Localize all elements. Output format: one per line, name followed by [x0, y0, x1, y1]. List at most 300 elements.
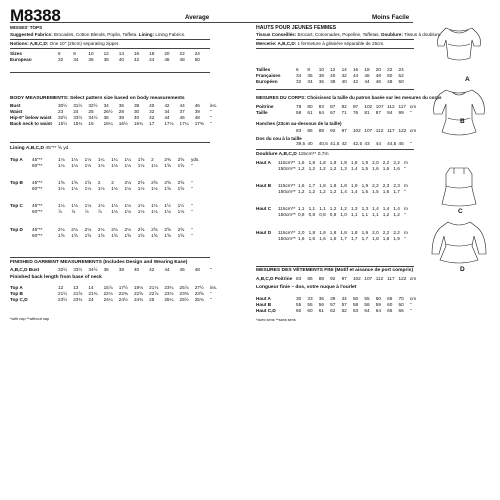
cell-value: 1,0	[340, 212, 347, 218]
cell-value: 62	[341, 308, 347, 314]
cell-value: "	[209, 297, 212, 303]
cell-value: 34	[296, 73, 302, 79]
pattern-number: M8388	[10, 6, 61, 25]
cell-value: 1⅛	[58, 157, 65, 162]
cell-value: 2,2	[393, 160, 400, 165]
cell-value: 122	[398, 276, 407, 281]
cell-value: 2	[111, 180, 114, 186]
table-row	[256, 128, 420, 134]
cell-value: 56	[318, 302, 324, 308]
row-label: Haut B	[256, 183, 272, 189]
fabrics-label: Suggested Fabrics:	[10, 32, 53, 37]
cell-value: 102	[352, 276, 361, 281]
cell-value: 41,5	[330, 141, 340, 146]
cell-value: 67	[330, 110, 336, 116]
cell-value: 2⅛	[97, 226, 105, 232]
cell-value: 76	[352, 110, 359, 116]
cell-value: 40	[307, 141, 313, 146]
cell-value: 150cm**	[278, 166, 296, 172]
table-row	[256, 308, 420, 314]
cell-value: 112	[375, 276, 384, 281]
fabrics-text-fr: Brocart, Cotonnades, Popeline, Taffetas.	[297, 32, 380, 37]
cell-value: 39,5	[296, 141, 306, 146]
cell-value: "	[409, 308, 412, 314]
cell-value: 1⅛	[137, 209, 145, 215]
table-row	[10, 267, 220, 273]
fabrics-en	[10, 32, 185, 37]
cell-value: 107	[375, 104, 384, 109]
cell-value: 97	[341, 276, 347, 281]
cell-value: 1,8	[329, 160, 337, 165]
cell-value: 24	[398, 67, 404, 72]
cell-value: "	[209, 115, 212, 121]
cell-value: 1⅛	[124, 203, 132, 209]
cell-value: 1,6	[319, 235, 326, 241]
view-sketches	[424, 22, 494, 282]
cell-value: 44	[149, 57, 155, 63]
cell-value: 8	[307, 67, 310, 72]
cell-value: 2,3	[393, 183, 400, 189]
cell-value: 122	[398, 128, 407, 133]
cell-value: "	[409, 302, 412, 308]
notions-fr	[256, 41, 385, 46]
cell-value: 81	[364, 110, 370, 116]
row-label: Haut D	[256, 229, 272, 235]
cell-value: 1⅛	[71, 186, 78, 192]
cell-value: 46	[179, 267, 185, 272]
cell-value: 22⅜	[118, 291, 128, 297]
cell-value: 23⅛	[164, 291, 174, 297]
cell-value: 48	[387, 79, 393, 85]
fabrics-label-fr: Tissus Conseillés:	[256, 32, 297, 37]
cell-value: 0,8	[319, 212, 326, 218]
body-table-fr	[256, 104, 420, 116]
cell-value: 115cm**	[278, 229, 296, 235]
cell-value: 1,2	[319, 189, 326, 195]
view-label-d: D	[460, 266, 465, 273]
cell-value: 32	[58, 57, 64, 63]
table-row	[256, 110, 420, 116]
view-b-sketch	[434, 90, 485, 135]
cell-value: 1,5	[361, 189, 369, 195]
cell-value: 115cm**	[278, 206, 296, 212]
cell-value: 60	[387, 302, 393, 308]
cell-value: 1⅛	[97, 186, 105, 192]
cell-value: 1,3	[340, 166, 347, 172]
cell-value: 36	[103, 267, 109, 272]
cell-value: 1⅛	[111, 203, 118, 209]
cell-value: 50	[352, 296, 359, 301]
cell-value: 36	[307, 73, 313, 79]
cell-value: 42	[133, 57, 140, 63]
cell-value: 1,4	[393, 206, 400, 212]
cell-value: "	[403, 189, 406, 195]
dos-table	[256, 141, 420, 147]
cell-value: 40	[118, 57, 124, 63]
cell-value: "	[403, 166, 406, 172]
cell-value: 50	[194, 57, 200, 63]
cell-value: cm	[409, 128, 417, 133]
cell-value: 2⅝	[151, 180, 158, 186]
row-label: Haut C,D	[256, 308, 276, 314]
cell-value: 55	[307, 302, 313, 308]
row-label: Européen	[256, 79, 278, 85]
cell-value: 2⅛	[111, 226, 118, 232]
cell-value: 1⅛	[71, 163, 78, 169]
cell-value: 14	[118, 51, 124, 56]
cell-value: 25¼	[164, 297, 174, 303]
row-label	[10, 233, 32, 239]
cell-value: 1,1	[350, 212, 358, 218]
cell-value: 23⅝	[194, 291, 204, 297]
cell-value: 36	[318, 296, 324, 301]
cell-value: 60	[375, 296, 381, 301]
cell-value: 44	[352, 73, 359, 79]
cell-value: 55	[364, 296, 370, 301]
cell-value: 1⅝	[97, 232, 105, 238]
cell-value: "	[190, 186, 193, 192]
row-label: Sizes	[10, 51, 22, 56]
cell-value: 22⅝	[133, 291, 144, 297]
cell-value: 1,6	[393, 166, 400, 172]
cell-value: 2⅝	[177, 180, 185, 186]
cell-value: 32½	[58, 115, 68, 121]
table-row	[10, 121, 220, 127]
cell-value: 1,6	[298, 160, 305, 165]
cell-value: cm	[409, 104, 417, 109]
cell-value: 34½	[88, 115, 98, 121]
cell-value: 0,8	[329, 212, 337, 218]
cell-value: 1⅛	[124, 186, 132, 192]
cell-value: 1⅝	[71, 180, 78, 186]
cell-value: 117	[398, 104, 406, 109]
cell-value: 1,3	[350, 206, 358, 212]
cell-value: 1⅝	[84, 232, 92, 238]
row-label: Haut A	[256, 296, 271, 301]
footnote-fr: *avec sens **sans sens	[256, 318, 296, 322]
cell-value: 25½	[179, 297, 189, 303]
cell-value: 1⅛	[151, 209, 158, 215]
cell-value: 2⅛	[71, 226, 78, 232]
cell-value: 24¾	[133, 297, 144, 303]
cell-value: "	[190, 232, 193, 238]
cell-value: 1½	[177, 203, 185, 209]
cell-value: ⅞	[71, 209, 76, 215]
cell-value: 24	[73, 109, 79, 115]
cell-value: "	[190, 226, 193, 232]
cell-value: "	[409, 141, 412, 146]
cell-value: 0,8	[308, 212, 316, 218]
row-label: Haut C	[256, 206, 272, 212]
cell-value: 2⅛	[124, 180, 132, 186]
cell-value: 1⅝	[151, 232, 158, 238]
cell-value: 1,2	[382, 212, 390, 218]
cell-value: 80	[307, 104, 313, 109]
cell-value: "	[209, 267, 212, 272]
cell-value: 20	[375, 67, 381, 72]
cell-value: 92	[330, 128, 336, 133]
cell-value: 115cm**	[278, 183, 296, 189]
cell-value: 44	[164, 115, 170, 121]
cell-value: 2,2	[372, 183, 379, 189]
cell-value: 42	[164, 103, 170, 108]
fabrics-text: Brocades, Cotton Blends, Poplin, Taffeta.	[53, 32, 138, 37]
cell-value: 2⅝	[151, 226, 158, 232]
cell-value: 16	[352, 67, 359, 72]
cell-value: 24	[88, 297, 94, 303]
cell-value: 1,6	[298, 183, 305, 189]
table-row	[256, 141, 420, 147]
cell-value: 1⅛	[58, 163, 65, 169]
cell-value: 1⅝	[58, 232, 65, 238]
cell-value: 1,4	[382, 206, 390, 212]
cell-value: 16	[88, 121, 94, 127]
cell-value: 50	[387, 73, 393, 79]
view-label-b: B	[460, 118, 465, 125]
cell-value: 150cm**	[278, 189, 296, 195]
doublure-note: 115cm** 0,7m	[298, 152, 329, 157]
cell-value: 23	[58, 109, 64, 115]
cell-value: 1,6	[329, 235, 337, 241]
cell-value: 50	[398, 79, 404, 85]
cell-value: 14	[341, 67, 347, 72]
cell-value: 10	[88, 51, 94, 56]
cell-value: 17¼	[179, 121, 189, 127]
row-label	[256, 128, 296, 134]
cell-value: m	[403, 206, 408, 212]
cell-value: 1,7	[340, 235, 347, 241]
cell-value: 23¾	[73, 297, 83, 303]
cell-value: 1⅛	[151, 163, 158, 169]
cell-value: 55	[296, 302, 302, 308]
cell-value: 6	[58, 51, 61, 56]
cell-value: 87	[330, 104, 336, 109]
cell-value: 22	[387, 67, 393, 72]
cell-value: 65	[387, 308, 393, 314]
cell-value: 1⅛	[124, 209, 132, 215]
cell-value: 40	[341, 79, 347, 85]
cell-value: 1,2	[340, 206, 347, 212]
cell-value: 60"**	[32, 186, 43, 192]
cell-value: 1,8	[319, 183, 326, 189]
cell-value: 38	[133, 103, 140, 108]
row-label: Waist	[10, 109, 23, 115]
cell-value: 2⅛	[58, 226, 65, 232]
cell-value: 2,2	[382, 160, 390, 165]
cell-value: 23¼	[164, 285, 174, 290]
cell-value: 23½	[58, 297, 68, 303]
cell-value: 1,7	[308, 183, 316, 189]
cell-value: 1⅝	[71, 232, 78, 238]
cell-value: 1⅛	[58, 203, 65, 209]
cell-value: 1,8	[308, 160, 316, 165]
cell-value: 2	[151, 157, 154, 162]
cell-value: 1,8	[350, 160, 358, 165]
cell-value: 85	[307, 276, 313, 281]
cell-value: ⅞	[58, 209, 62, 215]
cell-value: 1,8	[319, 229, 326, 235]
table-row	[256, 189, 412, 195]
yardage-table-en	[10, 157, 201, 239]
cell-value: 1,2	[329, 189, 337, 195]
cell-value: 21⅝	[73, 291, 83, 297]
cell-value: 1⅝	[177, 163, 185, 169]
cell-value: 39	[194, 109, 200, 115]
cell-value: 48	[194, 267, 200, 272]
cell-value: 1,4	[340, 189, 347, 195]
cell-value: 32½	[88, 103, 98, 108]
cell-value: 38	[118, 115, 124, 121]
cell-value: 1⅝	[58, 180, 65, 186]
cell-value: 15½	[58, 121, 68, 127]
section-heading-en: MISSES' TOPS	[10, 25, 43, 30]
cell-value: 21¾	[88, 291, 98, 297]
cell-value: "	[190, 209, 193, 215]
cell-value: 1⅝	[111, 232, 118, 238]
table-row	[256, 230, 412, 236]
row-label: Top A	[10, 285, 23, 290]
cell-value: 1,8	[340, 183, 347, 189]
cell-value: cm	[409, 296, 417, 301]
finished-heading-fr: MESURES DES VÊTEMENTS FINI (Motif et aisance de port compris)	[256, 268, 414, 273]
cell-value: 1,8	[308, 229, 316, 235]
cell-value: 44	[341, 296, 347, 301]
cell-value: 48	[194, 115, 200, 121]
cell-value: 15⅞	[103, 285, 113, 290]
cell-value: ⅞	[84, 209, 89, 215]
notions-text-fr: 1 fermeture à glissière séparable de 25cm.	[297, 41, 385, 46]
cell-value: 1⅝	[164, 232, 171, 238]
cell-value: 20	[164, 51, 170, 56]
row-label	[256, 141, 296, 147]
cell-value: 1,1	[308, 206, 316, 212]
cell-value: 65	[387, 296, 393, 301]
cell-value: 1⅛	[111, 186, 118, 192]
cell-value: 61	[307, 110, 313, 116]
cell-value: 1,9	[361, 183, 369, 189]
cell-value: 46	[194, 103, 200, 108]
cell-value: 42	[149, 115, 155, 121]
cell-value: 1,2	[308, 189, 316, 195]
row-label: Top B	[10, 291, 23, 297]
lining-text: Lining Fabrics.	[155, 32, 186, 37]
cell-value: 1⅛	[97, 203, 105, 209]
cell-value: 36	[103, 115, 109, 121]
table-row	[10, 297, 220, 303]
cell-value: 2	[97, 180, 101, 186]
table-row	[10, 163, 201, 169]
cell-value: 33½	[73, 115, 83, 121]
row-label: Back neck to waist	[10, 121, 52, 127]
cell-value: "	[403, 212, 406, 218]
cell-value: 1,1	[372, 212, 379, 218]
cell-value: 42,5	[352, 141, 363, 146]
cell-value: 33	[307, 296, 313, 301]
cell-value: 63	[352, 308, 359, 314]
row-label	[256, 236, 278, 242]
cell-value: "	[190, 203, 193, 209]
cell-value: 64	[375, 308, 381, 314]
cell-value: "	[409, 110, 412, 116]
row-label: Tailles	[256, 67, 271, 72]
cell-value: 36	[318, 79, 324, 85]
cell-value: 107	[364, 128, 373, 133]
cell-value: 1⅛	[137, 186, 145, 192]
cell-value: ins.	[209, 103, 218, 108]
cell-value: 1,2	[329, 166, 337, 172]
cell-value: 94	[387, 110, 393, 116]
cell-value: 61	[318, 308, 324, 314]
cell-value: 83	[296, 276, 302, 281]
cell-value: 12	[103, 51, 109, 56]
body-heading-en: BODY MEASUREMENTS: Select pattern size based on body measurements	[10, 96, 185, 101]
cell-value: 30½	[58, 103, 68, 108]
cell-value: 2⅝	[164, 226, 171, 232]
lining-label: Lining:	[138, 32, 155, 37]
cell-value: 33½	[73, 267, 83, 272]
cell-value: 97	[341, 128, 347, 133]
hanches-label: Hanches (23cm au-dessous de la taille)	[256, 121, 342, 126]
cell-value: 85	[307, 128, 313, 133]
cell-value: 150cm**	[278, 212, 296, 218]
cell-value: 25⅞	[179, 285, 189, 290]
cell-value: 1,7	[393, 189, 400, 195]
cell-value: 21⅛	[149, 285, 159, 290]
cell-value: 1,6	[372, 166, 379, 172]
cell-value: 40	[133, 267, 140, 272]
cell-value: 57	[330, 302, 336, 308]
cell-value: 2⅝	[164, 180, 171, 186]
cell-value: 117	[387, 128, 395, 133]
row-label: European	[10, 57, 32, 63]
cell-value: 1¼	[124, 157, 132, 162]
row-label: A,B,C,D Poitrine	[256, 276, 293, 281]
cell-value: 16½	[118, 121, 128, 127]
cell-value: 1,2	[393, 212, 400, 218]
row-label: Hip-9" below waist	[10, 115, 52, 121]
cell-value: 44	[375, 141, 381, 146]
cell-value: 40,5	[318, 141, 328, 146]
sizes-table-en	[10, 51, 210, 63]
row-label: Top C	[10, 203, 23, 209]
cell-value: 25	[149, 297, 155, 303]
title-fr: HAUTS POUR JEUNES FEMMES	[256, 25, 337, 31]
cell-value: 102	[352, 128, 361, 133]
cell-value: 19⅛	[133, 285, 144, 290]
cell-value: 1,9	[361, 160, 369, 165]
cell-value: 2,2	[393, 229, 400, 235]
cell-value: 1⅝	[177, 232, 185, 238]
cell-value: 115cm**	[278, 160, 296, 165]
back-length-heading-en: Finished back length from base of neck	[10, 275, 102, 280]
cell-value: 21½	[58, 291, 68, 297]
cell-value: 25	[88, 109, 94, 115]
cell-value: 60	[307, 308, 313, 314]
finished-bust-table-en	[10, 267, 220, 273]
cell-value: 1,2	[319, 166, 326, 172]
view-d-sketch	[432, 222, 486, 263]
cell-value: "	[209, 121, 212, 127]
cell-value: 60	[398, 302, 404, 308]
cell-value: 23⅜	[179, 291, 189, 297]
cell-value: 1,9	[361, 229, 369, 235]
cell-value: 42	[341, 73, 347, 79]
table-row	[10, 209, 201, 215]
cell-value: 1¼	[97, 157, 105, 162]
cell-value: 1,7	[361, 235, 369, 241]
back-length-table-fr	[256, 296, 420, 314]
view-label-a: A	[465, 76, 470, 83]
